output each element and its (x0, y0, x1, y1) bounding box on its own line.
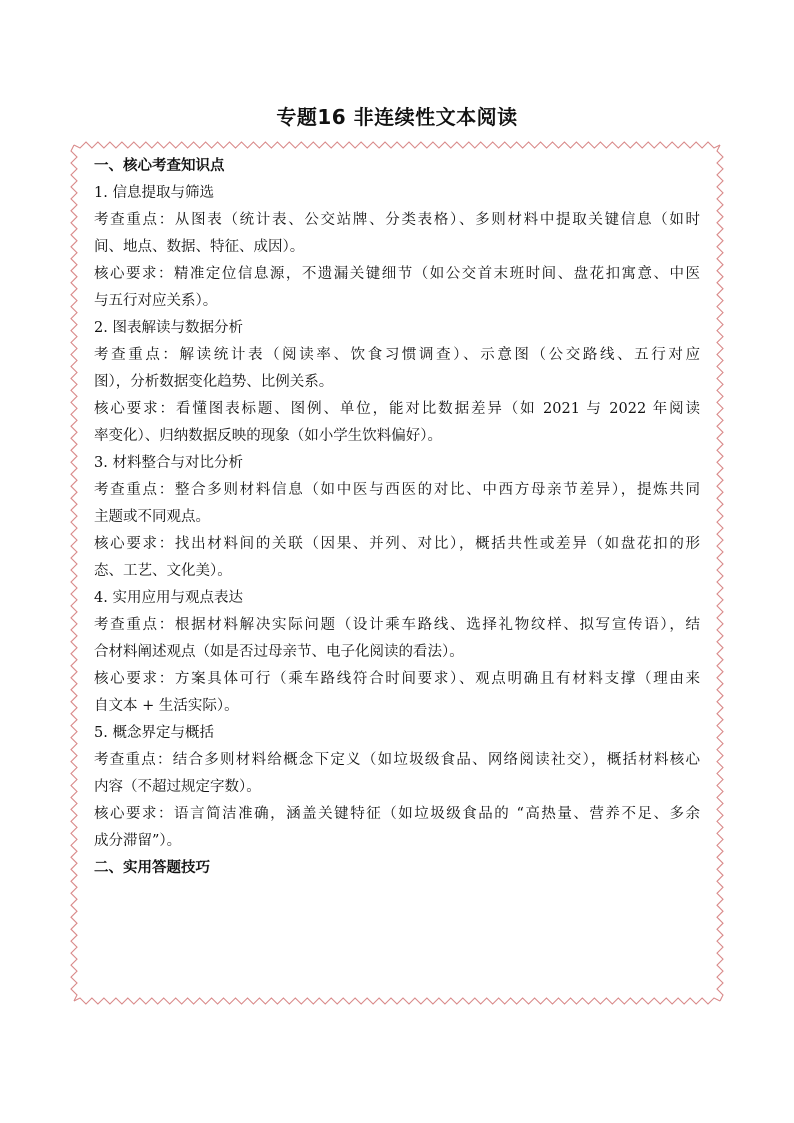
point-requirement-line: 成分滞留”）。 (94, 833, 182, 849)
point-title: 1. 信息提取与筛选 (94, 185, 214, 201)
border-left (71, 145, 77, 1001)
point-focus-line: 图），分析数据变化趋势、比例关系。 (94, 374, 334, 390)
point-requirement-line: 态、工艺、文化美）。 (94, 563, 232, 579)
point-focus-line: 考查重点：从图表（统计表、公交站牌、分类表格）、多则材料中提取关键信息（如时 (94, 212, 700, 228)
point-focus-line: 间、地点、数据、特征、成因）。 (94, 239, 305, 255)
point-focus-line: 考查重点：根据材料解决实际问题（设计乘车路线、选择礼物纹样、拟写宣传语），结 (94, 617, 700, 633)
point-requirement-line: 核心要求：看懂图表标题、图例、单位，能对比数据差异（如 2021 与 2022 年阅读 (94, 401, 700, 417)
section-heading: 一、核心考查知识点 (94, 158, 225, 174)
point-requirement-line: 核心要求：方案具体可行（乘车路线符合时间要求）、观点明确且有材料支撑（理由来 (94, 671, 700, 687)
point-requirement-line: 率变化）、归纳数据反映的现象（如小学生饮料偏好）。 (94, 428, 442, 444)
section-heading: 二、实用答题技巧 (94, 860, 210, 876)
point-requirement-line: 自文本 + 生活实际）。 (94, 698, 239, 714)
border-right (717, 145, 723, 1001)
point-title: 5. 概念界定与概括 (94, 725, 214, 741)
point-focus-line: 考查重点：结合多则材料给概念下定义（如垃圾级食品、网络阅读社交），概括材料核心 (94, 752, 700, 768)
point-requirement-line: 核心要求：精准定位信息源，不遗漏关键细节（如公交首末班时间、盘花扣寓意、中医 (94, 266, 700, 282)
point-focus-line: 主题或不同观点。 (94, 509, 210, 525)
border-top (74, 142, 720, 148)
border-bottom (74, 998, 720, 1004)
point-focus-line: 合材料阐述观点（如是否过母亲节、电子化阅读的看法）。 (94, 644, 464, 660)
point-focus-line: 考查重点：整合多则材料信息（如中医与西医的对比、中西方母亲节差异），提炼共同 (94, 482, 700, 498)
point-requirement-line: 核心要求：语言简洁准确，涵盖关键特征（如垃圾级食品的 “高热量、营养不足、多余 (94, 806, 700, 822)
point-title: 3. 材料整合与对比分析 (94, 455, 243, 471)
point-title: 4. 实用应用与观点表达 (94, 590, 243, 606)
point-title: 2. 图表解读与数据分析 (94, 320, 243, 336)
point-focus-line: 考查重点：解读统计表（阅读率、饮食习惯调查）、示意图（公交路线、五行对应 (94, 347, 700, 363)
point-requirement-line: 核心要求：找出材料间的关联（因果、并列、对比），概括共性或差异（如盘花扣的形 (94, 536, 700, 552)
page-title: 专题16 非连续性文本阅读 (276, 105, 518, 129)
point-requirement-line: 与五行对应关系）。 (94, 293, 218, 309)
point-focus-line: 内容（不超过规定字数）。 (94, 779, 261, 795)
document-body (94, 153, 700, 882)
